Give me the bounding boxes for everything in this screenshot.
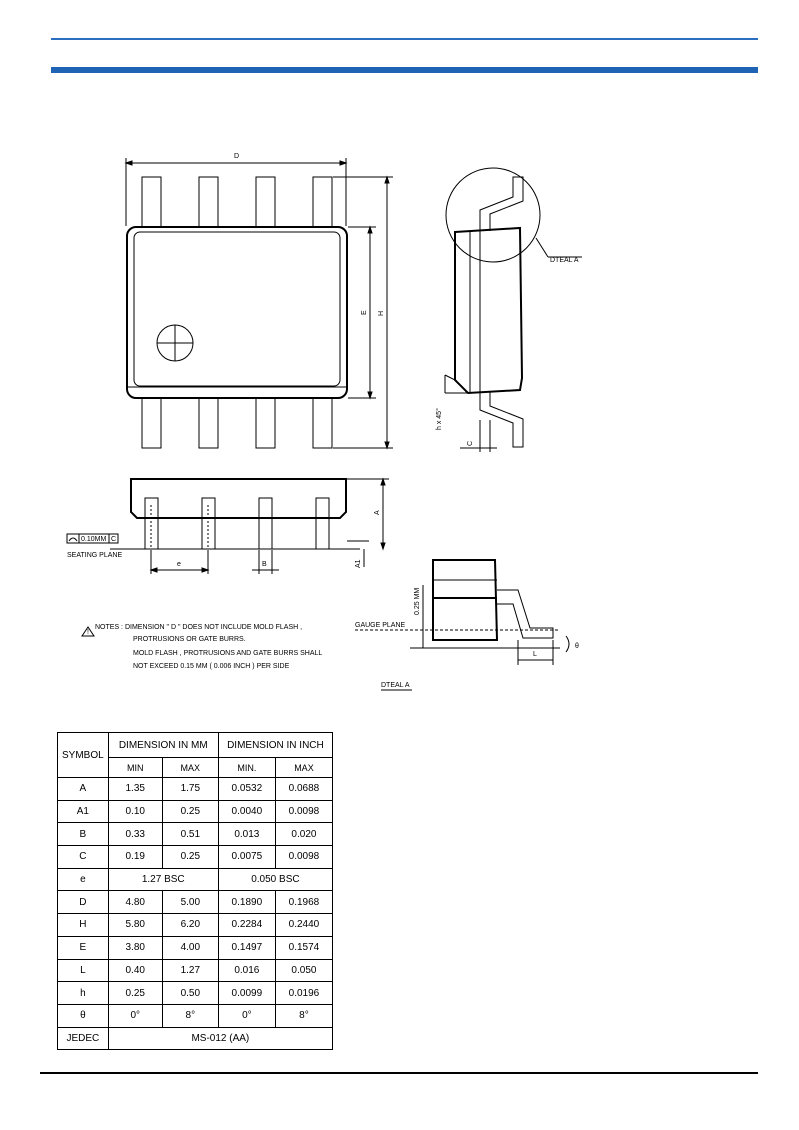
table-row <box>58 800 333 823</box>
row-in-max: 0.0688 <box>275 778 332 801</box>
row-in-min: 0.1890 <box>218 891 275 914</box>
row-mm-min: 0° <box>108 1004 162 1027</box>
detail-a-lead <box>497 590 553 638</box>
subheader-in-min: MIN. <box>218 758 275 778</box>
row-mm-max: 8° <box>162 1004 218 1027</box>
detail-a-body <box>433 560 497 640</box>
row-mm-min: 4.80 <box>108 891 162 914</box>
note-line-4: NOT EXCEED 0.15 MM ( 0.006 INCH ) PER SIDE <box>133 663 290 670</box>
lead-bottom-3 <box>256 397 275 448</box>
table-row <box>58 823 333 846</box>
row-in-max: 8° <box>275 1004 332 1027</box>
row-in-min: 0.0075 <box>218 846 275 869</box>
end-view-upper-lead <box>480 177 523 231</box>
row-mm-max: 0.25 <box>162 800 218 823</box>
row-mm-min: 1.35 <box>108 778 162 801</box>
label-h45: h x 45° <box>436 408 443 430</box>
row-in-max: 0.0196 <box>275 982 332 1005</box>
row-mm-min: 3.80 <box>108 936 162 959</box>
row-in-span: 0.050 BSC <box>218 868 332 891</box>
lead-top-4 <box>313 177 332 228</box>
row-symbol: e <box>58 868 109 891</box>
subheader-mm-max: MAX <box>162 758 218 778</box>
row-mm-max: 5.00 <box>162 891 218 914</box>
table-row <box>58 959 333 982</box>
lead-top-2 <box>199 177 218 228</box>
row-mm-max: 6.20 <box>162 914 218 937</box>
side-view <box>67 479 389 574</box>
row-symbol: E <box>58 936 109 959</box>
row-in-max: 0.020 <box>275 823 332 846</box>
svg-text:!: ! <box>87 629 89 636</box>
lead-top-3 <box>256 177 275 228</box>
row-mm-min: 0.40 <box>108 959 162 982</box>
row-mm-max: 0.51 <box>162 823 218 846</box>
table-row <box>58 914 333 937</box>
row-symbol: B <box>58 823 109 846</box>
label-d: D <box>234 153 240 160</box>
label-theta: θ <box>575 643 579 650</box>
label-c: C <box>467 440 474 446</box>
row-mm-min: 0.10 <box>108 800 162 823</box>
side-lead-3 <box>259 498 272 549</box>
row-mm-max: 0.25 <box>162 846 218 869</box>
table-row <box>58 778 333 801</box>
footer-rule <box>40 1072 758 1074</box>
row-in-min: 0.0040 <box>218 800 275 823</box>
label-b: B <box>262 561 267 568</box>
row-symbol: L <box>58 959 109 982</box>
flatness-ref: C <box>111 536 117 543</box>
row-in-max: 0.1574 <box>275 936 332 959</box>
row-in-max: 0.1968 <box>275 891 332 914</box>
row-in-min: 0° <box>218 1004 275 1027</box>
detail-a-title: DTEAL A <box>381 682 410 689</box>
row-in-max: 0.0098 <box>275 800 332 823</box>
label-h: H <box>378 310 385 316</box>
detail-a-circle <box>446 168 540 262</box>
label-a: A <box>374 510 381 515</box>
detail-a-view <box>355 560 579 690</box>
row-in-min: 0.0532 <box>218 778 275 801</box>
note-line-1: NOTES : DIMENSION " D " DOES NOT INCLUDE MOLD FLASH , <box>95 624 303 631</box>
lead-top-1 <box>142 177 161 228</box>
table-row <box>58 936 333 959</box>
row-mm-max: 1.27 <box>162 959 218 982</box>
row-symbol: θ <box>58 1004 109 1027</box>
seating-plane-label: SEATING PLANE <box>67 552 123 559</box>
side-view-body <box>131 479 346 518</box>
table-row <box>58 1027 333 1050</box>
label-e: E <box>361 310 368 315</box>
label-e-pitch: e <box>177 561 181 568</box>
row-in-max: 0.2440 <box>275 914 332 937</box>
row-symbol: D <box>58 891 109 914</box>
header-mm: DIMENSION IN MM <box>108 733 218 758</box>
lead-bottom-4 <box>313 397 332 448</box>
row-symbol: A1 <box>58 800 109 823</box>
lead-bottom-1 <box>142 397 161 448</box>
row-symbol: H <box>58 914 109 937</box>
row-jedec-value: MS-012 (AA) <box>108 1027 332 1050</box>
row-symbol: A <box>58 778 109 801</box>
subheader-in-max: MAX <box>275 758 332 778</box>
note-line-2: PROTRUSIONS OR GATE BURRS. <box>133 636 246 643</box>
row-in-min: 0.013 <box>218 823 275 846</box>
row-in-min: 0.016 <box>218 959 275 982</box>
lead-bottom-2 <box>199 397 218 448</box>
table-row <box>58 891 333 914</box>
end-view <box>435 168 582 452</box>
table-row <box>58 1004 333 1027</box>
side-lead-4 <box>316 498 329 549</box>
package-body <box>127 227 347 398</box>
table-row <box>58 982 333 1005</box>
row-mm-max: 0.50 <box>162 982 218 1005</box>
row-symbol: C <box>58 846 109 869</box>
table-row <box>58 868 333 891</box>
subheader-mm-min: MIN <box>108 758 162 778</box>
flatness-value: 0.10MM <box>81 536 107 543</box>
row-symbol: JEDEC <box>58 1027 109 1050</box>
row-mm-max: 4.00 <box>162 936 218 959</box>
detail-a-callout: DTEAL A <box>550 257 579 264</box>
header-symbol: SYMBOL <box>58 733 109 778</box>
row-mm-max: 1.75 <box>162 778 218 801</box>
end-view-lower-lead <box>480 392 523 447</box>
label-l: L <box>533 651 537 658</box>
row-in-min: 0.1497 <box>218 936 275 959</box>
gauge-plane-label: GAUGE PLANE <box>355 622 406 629</box>
row-mm-min: 0.25 <box>108 982 162 1005</box>
table-row <box>58 846 333 869</box>
note-line-3: MOLD FLASH , PROTRUSIONS AND GATE BURRS SHALL <box>133 650 323 657</box>
dimension-table <box>57 732 333 1050</box>
row-symbol: h <box>58 982 109 1005</box>
top-view <box>126 153 393 448</box>
row-in-max: 0.0098 <box>275 846 332 869</box>
label-a1: A1 <box>355 559 362 568</box>
row-mm-min: 0.19 <box>108 846 162 869</box>
notes-block <box>82 624 322 670</box>
row-in-min: 0.0099 <box>218 982 275 1005</box>
row-in-min: 0.2284 <box>218 914 275 937</box>
label-gauge-mm: 0.25 MM <box>414 587 421 615</box>
header-inch: DIMENSION IN INCH <box>218 733 332 758</box>
row-mm-min: 0.33 <box>108 823 162 846</box>
row-mm-min: 5.80 <box>108 914 162 937</box>
row-in-max: 0.050 <box>275 959 332 982</box>
row-mm-span: 1.27 BSC <box>108 868 218 891</box>
